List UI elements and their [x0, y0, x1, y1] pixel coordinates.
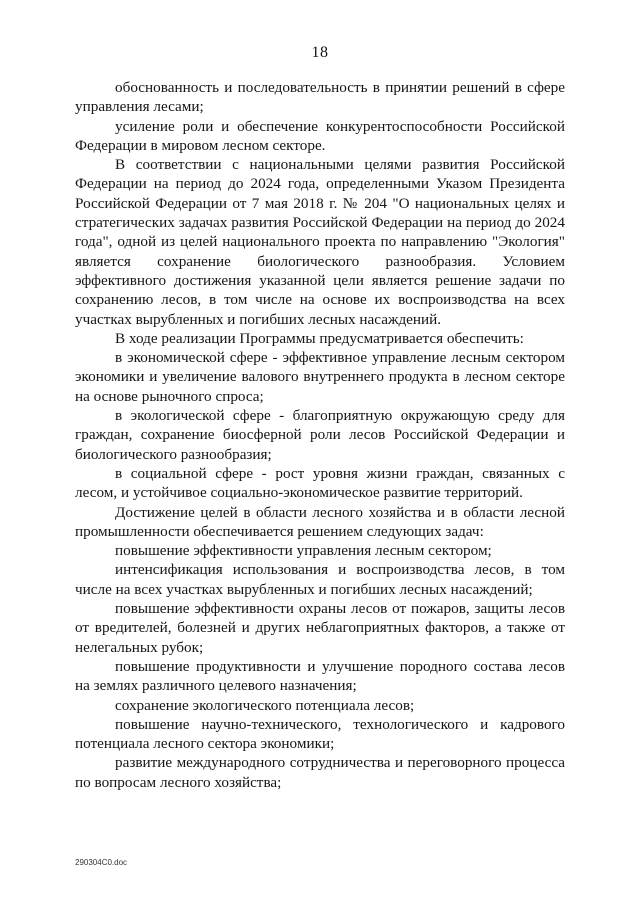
paragraph: сохранение экологического потенциала лесов;: [115, 696, 415, 714]
paragraph: в социальной сфере - рост уровня жизни граждан, связанных с лесом, и устойчивое социально-экономическое развитие территорий.: [75, 464, 565, 502]
paragraph: обоснованность и последовательность в принятии решений в сфере управления лесами;: [75, 79, 565, 116]
paragraph: интенсификация использования и воспроизводства лесов, в том числе на всех участках вырубленных и погибших лесных насаждений;: [75, 561, 565, 598]
paragraph: в экологической сфере - благоприятную окружающую среду для граждан, сохранение биосферной роли лесов Российской Федерации и биологического разнообразия;: [75, 407, 565, 463]
paragraph: повышение продуктивности и улучшение породного состава лесов на землях различного целевого назначения;: [75, 657, 565, 695]
paragraph: Достижение целей в области лесного хозяйства и в области лесной промышленности обеспечивается решением следующих задач:: [75, 503, 565, 540]
footer-filename: 290304C0.doc: [75, 858, 128, 867]
body-text: [75, 78, 565, 792]
paragraph: развитие международного сотрудничества и переговорного процесса по вопросам лесного хозяйства;: [75, 754, 565, 791]
paragraph: повышение эффективности охраны лесов от пожаров, защиты лесов от вредителей, болезней и других неблагоприятных факторов, а также от нелегальных рубок;: [75, 600, 565, 656]
paragraph: повышение эффективности управления лесным сектором;: [115, 542, 492, 560]
paragraph: усиление роли и обеспечение конкурентоспособности Российской Федерации в мировом лесном секторе.: [75, 117, 565, 154]
page-number: 18: [311, 44, 329, 61]
paragraph: В ходе реализации Программы предусматривается обеспечить:: [115, 329, 524, 347]
paragraph: повышение научно-технического, технологического и кадрового потенциала лесного сектора экономики;: [75, 715, 565, 753]
paragraph: В соответствии с национальными целями развития Российской Федерации на период до 2024 года, определенными Указом Президента Российской Федерации от 7 мая 2018 г. № 204 "О национальных целях и стратегических задачах развития Российской Федерации на период до 2024 года", одной из целей национального проекта по направлению "Экология" является сохранение биологического разнообразия. Условием эффективного достижения указанной цели является решение задачи по сохранению лесов, в том числе на основе их воспроизводства на всех участках вырубленных и погибших лесных насаждений.: [75, 156, 565, 328]
paragraph: в экономической сфере - эффективное управление лесным сектором экономики и увеличение валового внутреннего продукта в лесном секторе на основе рыночного спроса;: [75, 349, 565, 405]
